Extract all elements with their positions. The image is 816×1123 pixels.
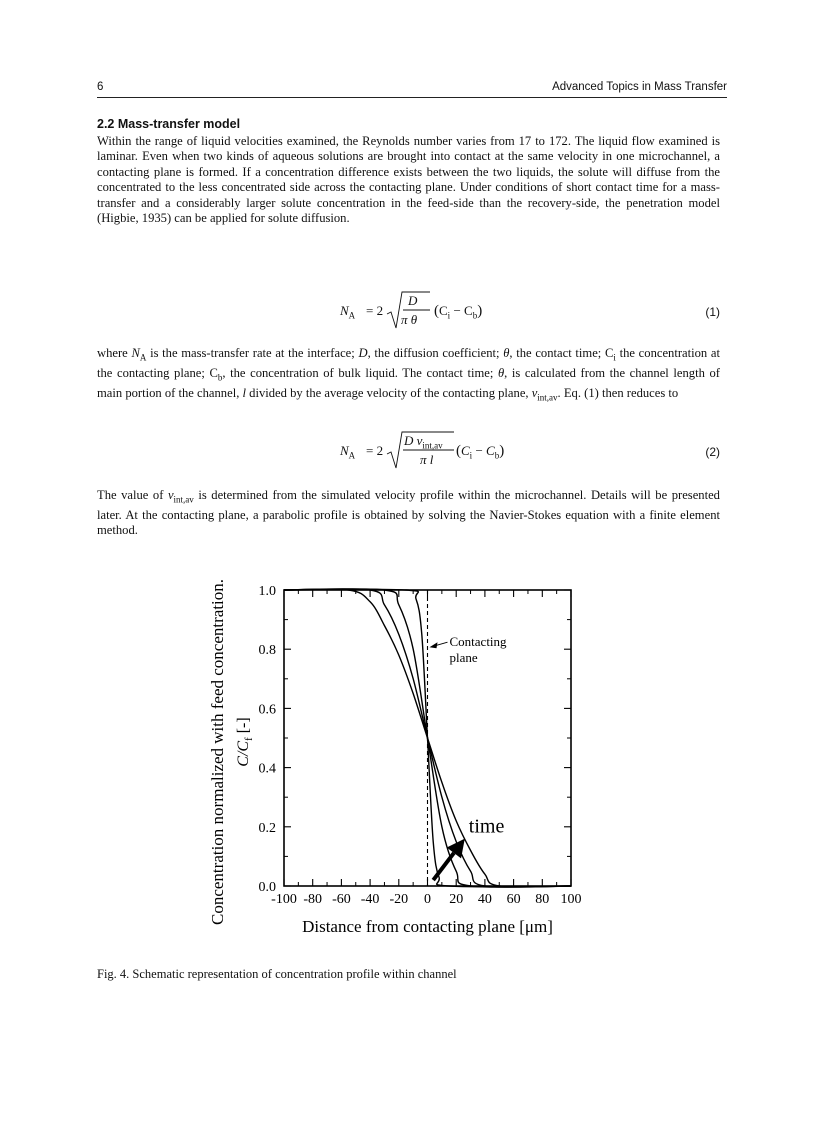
eq2-C1-sub: i (469, 450, 473, 461)
eq1-C1: C (439, 303, 448, 318)
y-label-sub: f (243, 737, 255, 741)
x-tick-label: -60 (332, 892, 351, 907)
eq1-paren-r: ) (477, 303, 483, 319)
p2-D: D (358, 346, 368, 360)
eq2-paren-r: ) (499, 443, 505, 459)
p2-g: , is calculated from the channel length of main portion of the channel, (97, 365, 721, 400)
eq1-C1-sub: i (447, 310, 451, 321)
x-tick-label: 0 (424, 892, 431, 907)
p2-v: v (531, 385, 538, 400)
eq1-N: N (340, 303, 349, 318)
eq1-eq: = 2 (366, 303, 384, 318)
p2-i: . Eq. (1) then reduces to (557, 385, 679, 400)
section-title: 2.2 Mass-transfer model (97, 117, 241, 131)
equation-2 (340, 430, 530, 474)
eq2-C2-sub: b (494, 450, 500, 461)
running-title: Advanced Topics in Mass Transfer (552, 81, 727, 93)
equation-1 (340, 290, 520, 334)
p3-v-sub: int,av (173, 494, 194, 505)
eq2-C1: C (461, 443, 470, 458)
eq2-N: N (340, 443, 349, 458)
p2-d: , the contact time; C (509, 346, 614, 360)
eq1-paren-l: ( (434, 303, 439, 319)
p2-f: , the concentration of bulk liquid. The contact time; (222, 365, 498, 380)
eq1-minus: − (450, 303, 465, 318)
p2-Cb-sub: b (217, 372, 223, 383)
contacting-plane-arrowhead (430, 642, 438, 648)
eq1-rhs (434, 303, 482, 321)
contacting-plane-label: Contacting (449, 634, 507, 650)
eq2-N-sub: A (348, 450, 356, 461)
p2-e: the concentration at the contacting plane; C (97, 346, 720, 380)
page-header (97, 81, 727, 98)
x-tick-label: 20 (449, 892, 464, 907)
x-tick-label: -100 (271, 892, 297, 907)
x-tick-label: -80 (303, 892, 323, 907)
p2-theta: θ (503, 346, 510, 360)
x-tick-label: 60 (506, 892, 521, 907)
eq1-N-sub: A (348, 310, 356, 321)
x-tick-label: 80 (535, 892, 550, 907)
eq1-den: π θ (401, 312, 418, 327)
y-tick-label: 1.0 (258, 584, 276, 599)
x-tick-label: 40 (477, 892, 492, 907)
p2-h: divided by the average velocity of the contacting plane, (246, 385, 532, 400)
figure-caption: Fig. 4. Schematic representation of concentration profile within channel (97, 967, 457, 981)
paragraph-1: Within the range of liquid velocities examined, the Reynolds number varies from 17 to 172. The liquid flow examined is laminar. Even when two kinds of aqueous solutions are brought into contact at the same velocity in one microchannel, a contacting plane is formed. If a concentration difference exists between the two liquids, the solute will diffuse from the concentrated to the less concentrated side across the contacting plane. Under conditions of short contact time for a mass-transfer and a considerably larger solute concentration in the feed-side than the recovery-side, the penetration model (Higbie, 1935) can be applied for solute diffusion. (97, 134, 720, 226)
eq2-paren-l: ( (456, 443, 461, 459)
y-tick-label: 0.2 (258, 820, 276, 836)
p2-a: where (97, 346, 132, 360)
eq2-den: π l (420, 452, 434, 467)
y-axis-label-inner (235, 717, 255, 766)
time-label: time (468, 815, 505, 838)
p2-b: is the mass-transfer rate at the interface; (146, 346, 359, 360)
eq1-num: D (408, 293, 418, 308)
p2-NA-sub: A (139, 352, 147, 363)
eq1-C2-sub: b (472, 310, 478, 321)
y-label-cc: C/C (235, 740, 252, 767)
x-axis-label: Distance from contacting plane [μm] (302, 917, 553, 936)
p2-theta2: θ (497, 365, 505, 380)
eq2-C2: C (486, 443, 495, 458)
paragraph-3 (97, 488, 720, 539)
p3-b: is determined from the simulated velocity profile within the microchannel. Details will be presented later. At the contacting plane, a parabolic profile is obtained by solving the Navier-Stokes equation with a finite element method. (97, 488, 720, 538)
p2-Ci-sub: i (613, 352, 616, 363)
eq2-num-v-sub: int,av (422, 440, 443, 451)
eq2-num-v: v (416, 433, 423, 448)
y-tick-label: 0.6 (258, 702, 276, 718)
concentration-profile-chart (200, 560, 620, 950)
eq2-minus: − (472, 443, 487, 458)
eq1-number: (1) (705, 305, 720, 319)
y-tick-label: 0.0 (258, 880, 276, 895)
p2-v-sub: int,av (537, 392, 558, 403)
y-tick-label: 0.4 (258, 761, 276, 777)
p2-NA-N: N (131, 346, 140, 360)
x-tick-label: 100 (560, 892, 582, 907)
eq2-eq: = 2 (366, 443, 384, 458)
eq2-num-D: D (404, 433, 414, 448)
x-tick-label: -20 (389, 892, 409, 907)
eq1-C2: C (464, 303, 473, 318)
eq2-rhs (456, 443, 504, 461)
p2-l: l (242, 385, 246, 400)
p2-c: , the diffusion coefficient; (367, 346, 504, 360)
p3-v: v (167, 488, 174, 502)
y-tick-label: 0.8 (258, 643, 276, 659)
p3-a: The value of (97, 488, 168, 502)
y-label-unit: [-] (235, 717, 252, 738)
y-axis-label-outer: Concentration normalized with feed concentration. (208, 578, 227, 926)
eq2-number: (2) (705, 445, 720, 459)
contacting-plane-label-2: plane (449, 650, 478, 666)
paragraph-2 (97, 346, 720, 406)
page-number: 6 (97, 81, 104, 93)
x-tick-label: -40 (360, 892, 380, 907)
